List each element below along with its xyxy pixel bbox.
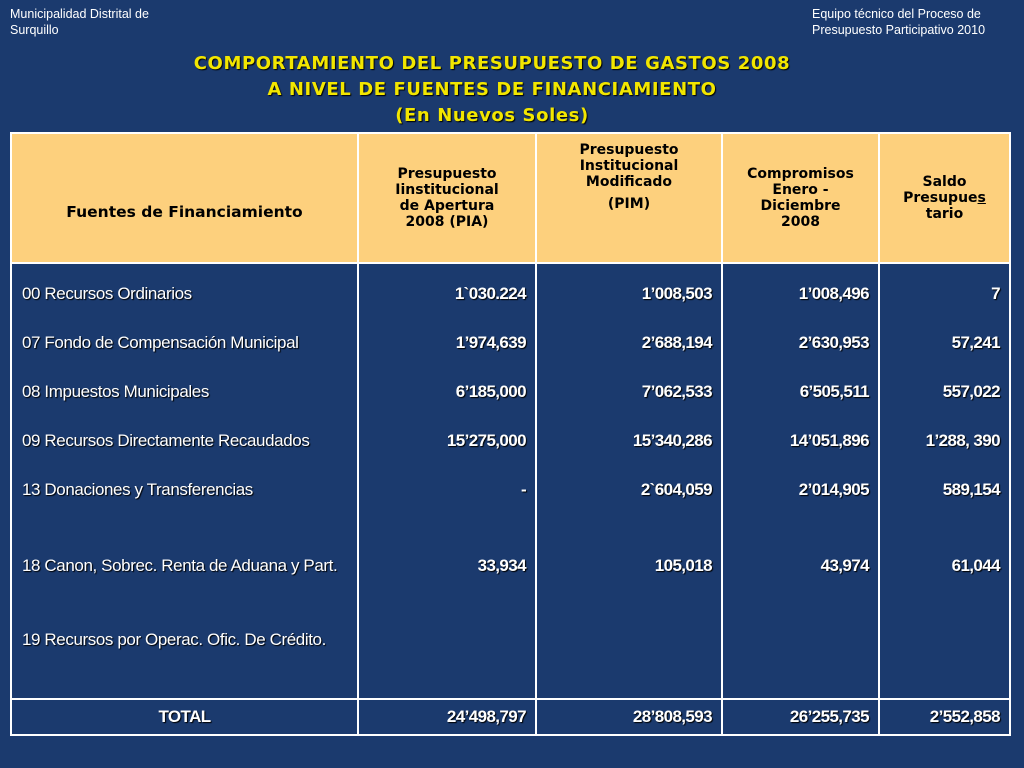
pim-stack — [537, 264, 712, 698]
saldo-cell: 61,044 — [951, 556, 1000, 575]
column-header-line: Fuentes de Financiamiento — [66, 203, 303, 221]
column-header-fuentes — [11, 133, 358, 263]
column-header-line: Iinstitucional — [395, 182, 499, 198]
column-header-pia — [358, 133, 536, 263]
saldo-cell: 57,241 — [951, 333, 1000, 352]
column-header-pim — [536, 133, 722, 263]
fuente-cell: 19 Recursos por Operac. Ofic. De Crédito. — [22, 630, 326, 649]
pim-cell — [537, 628, 712, 652]
fuentes-column — [11, 263, 358, 699]
column-header-line: Diciembre — [760, 198, 841, 214]
compromisos-column — [722, 263, 879, 699]
total-saldo: 2’552,858 — [879, 699, 1010, 735]
underlined-letter: s — [977, 190, 986, 206]
saldo-cell: 557,022 — [942, 382, 1000, 401]
saldo-cell: 589,154 — [942, 480, 1000, 499]
column-header-line-text: Presupues — [903, 190, 986, 206]
column-header-line: Presupuesto — [579, 142, 679, 158]
title-line1: COMPORTAMIENTO DEL PRESUPUESTO DE GASTOS 2008 — [193, 53, 791, 74]
compromisos-cell — [723, 628, 869, 652]
compromisos-cell: 2’630,953 — [798, 333, 869, 352]
header-right-line1: Equipo técnico del Proceso de — [812, 7, 981, 21]
pia-cell: 6’185,000 — [455, 382, 526, 401]
fuente-cell: 08 Impuestos Municipales — [22, 382, 209, 401]
pia-cell: 1’974,639 — [455, 333, 526, 352]
title-line3: (En Nuevos Soles) — [395, 105, 589, 126]
fuente-cell: 09 Recursos Directamente Recaudados — [22, 431, 310, 450]
header-left — [10, 6, 149, 38]
total-pia: 24’498,797 — [358, 699, 536, 735]
total-label: TOTAL — [11, 699, 358, 735]
header-right-line2: Presupuesto Participativo 2010 — [812, 23, 986, 37]
title-line2: A NIVEL DE FUENTES DE FINANCIAMIENTO — [267, 79, 717, 100]
pim-cell: 15’340,286 — [632, 431, 712, 450]
column-header-line: Enero - — [772, 182, 829, 198]
pim-cell: 2’688,194 — [641, 333, 712, 352]
total-row — [11, 699, 1010, 735]
pim-cell: 2`604,059 — [640, 480, 712, 499]
total-compromisos: 26’255,735 — [722, 699, 879, 735]
pim-cell: 1’008,503 — [641, 284, 712, 303]
pia-stack — [359, 264, 526, 698]
compromisos-cell: 14’051,896 — [789, 431, 869, 450]
fuente-cell: 18 Canon, Sobrec. Renta de Aduana y Part. — [22, 556, 338, 575]
compromisos-cell: 2’014,905 — [798, 480, 869, 499]
column-header-line: Institucional — [579, 158, 679, 174]
column-header-line: 2008 — [781, 214, 820, 230]
column-header-line: 2008 (PIA) — [405, 214, 489, 230]
pia-cell: 15’275,000 — [446, 431, 526, 450]
header-left-line2: Surquillo — [10, 23, 59, 37]
column-header-line: Modificado — [585, 174, 673, 190]
table-body-row — [11, 263, 1010, 699]
pia-cell: 1`030.224 — [454, 284, 526, 303]
column-header-saldo — [879, 133, 1010, 263]
column-header-line: Presupuesto — [397, 166, 497, 182]
saldo-stack — [880, 264, 1000, 698]
saldo-cell: 1’288, 390 — [925, 431, 1000, 450]
pim-column — [536, 263, 722, 699]
saldo-column — [879, 263, 1010, 699]
saldo-cell: 7 — [991, 284, 1000, 303]
column-header-line — [880, 190, 1009, 206]
compromisos-stack — [723, 264, 869, 698]
header-right — [812, 6, 985, 38]
pia-cell: - — [520, 480, 526, 499]
column-header-line: (PIM) — [607, 196, 651, 212]
pia-cell: 33,934 — [477, 556, 526, 575]
table-header-row — [11, 133, 1010, 263]
fuente-cell: 00 Recursos Ordinarios — [22, 284, 192, 303]
pim-cell: 105,018 — [654, 556, 712, 575]
fuente-cell: 07 Fondo de Compensación Municipal — [22, 333, 299, 352]
compromisos-cell: 1’008,496 — [798, 284, 869, 303]
saldo-cell — [880, 628, 1000, 652]
column-header-line: Saldo — [922, 174, 967, 190]
budget-table — [10, 132, 1011, 736]
fuentes-stack — [22, 264, 357, 698]
column-header-line: Compromisos — [747, 166, 854, 182]
slide-title — [0, 51, 984, 129]
total-pim: 28’808,593 — [536, 699, 722, 735]
fuente-cell: 13 Donaciones y Transferencias — [22, 480, 253, 499]
compromisos-cell: 43,974 — [820, 556, 869, 575]
compromisos-cell: 6’505,511 — [799, 382, 869, 401]
pia-cell — [359, 628, 526, 652]
column-header-line: de Apertura — [399, 198, 495, 214]
column-header-compromisos — [722, 133, 879, 263]
pia-column — [358, 263, 536, 699]
header-left-line1: Municipalidad Distrital de — [10, 7, 149, 21]
column-header-line: tario — [925, 206, 964, 222]
pim-cell: 7’062,533 — [641, 382, 712, 401]
